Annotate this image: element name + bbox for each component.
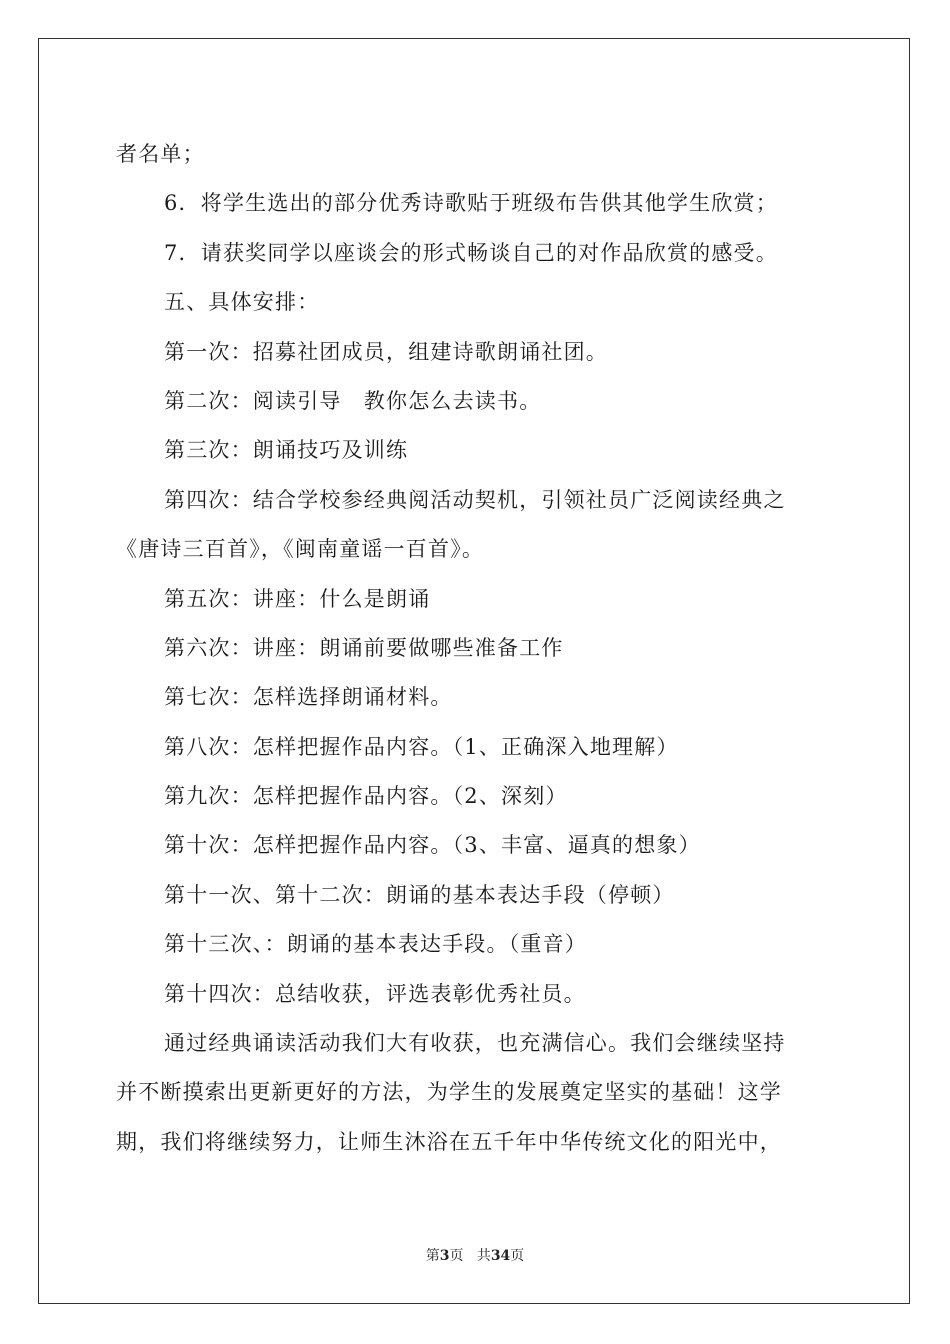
text-line: 者名单； xyxy=(116,142,205,166)
schedule-item: 第八次：怎样把握作品内容。（1、正确深入地理解） xyxy=(164,734,679,759)
schedule-item: 第十一次、第十二次：朗诵的基本表达手段（停顿） xyxy=(164,882,675,907)
page-footer xyxy=(0,1245,950,1265)
current-page-number: 3 xyxy=(439,1248,450,1264)
schedule-item: 第二次：阅读引导 教你怎么去读书。 xyxy=(164,388,542,413)
schedule-item: 第三次：朗诵技巧及训练 xyxy=(164,438,409,463)
schedule-item: 第六次：讲座：朗诵前要做哪些准备工作 xyxy=(164,635,564,660)
paragraph-line: 期，我们将继续努力，让师生沐浴在五千年中华传统文化的阳光中， xyxy=(116,1129,782,1154)
schedule-item: 第九次：怎样把握作品内容。（2、深刻） xyxy=(164,784,568,809)
schedule-item: 第一次：招募社团成员，组建诗歌朗诵社团。 xyxy=(164,339,608,364)
footer-total-prefix: 共 xyxy=(476,1248,491,1264)
schedule-item: 第七次：怎样选择朗诵材料。 xyxy=(164,685,453,710)
text-line: 6．将学生选出的部分优秀诗歌贴于班级布告供其他学生欣赏； xyxy=(164,191,778,216)
footer-total-suffix: 页 xyxy=(510,1248,525,1264)
text-line: 7．请获奖同学以座谈会的形式畅谈自己的对作品欣赏的感受。 xyxy=(164,240,778,265)
schedule-item: 第五次：讲座：什么是朗诵 xyxy=(164,586,431,611)
schedule-item: 第十次：怎样把握作品内容。（3、丰富、逼真的想象） xyxy=(164,833,701,858)
paragraph-line: 通过经典诵读活动我们大有收获，也充满信心。我们会继续坚持 xyxy=(164,1031,786,1056)
schedule-item: 第十三次、：朗诵的基本表达手段。（重音） xyxy=(164,932,587,957)
schedule-item: 第四次：结合学校参经典阅活动契机，引领社员广泛阅读经典之 xyxy=(164,487,786,512)
total-pages-number: 34 xyxy=(490,1248,511,1264)
text-line: 《唐诗三百首》，《闽南童谣一百首》。 xyxy=(116,537,485,562)
footer-prefix: 第 xyxy=(425,1248,440,1264)
footer-page-word: 页 xyxy=(449,1248,464,1264)
paragraph-line: 并不断摸索出更新更好的方法，为学生的发展奠定坚实的基础！这学 xyxy=(116,1080,782,1105)
schedule-item: 第十四次：总结收获，评选表彰优秀社员。 xyxy=(164,981,586,1006)
section-heading: 五、具体安排： xyxy=(164,290,320,315)
document-body xyxy=(116,130,836,1167)
